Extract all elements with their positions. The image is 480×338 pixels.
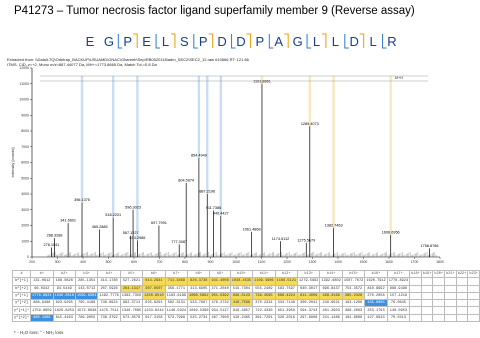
ions-cell: [456, 278, 468, 285]
ions-row: [13, 278, 480, 285]
ions-cell: 368.2063: [342, 307, 364, 314]
ions-cell: 285.1354: [75, 278, 97, 285]
ions-cell: [421, 292, 433, 299]
peak-label: 1606.6956: [381, 230, 400, 235]
x-tick-label: 1100: [257, 260, 266, 264]
ions-cell: 334.7148: [275, 300, 297, 307]
ions-cell: 249.6621: [320, 300, 342, 307]
x-tick-label: 1700: [410, 260, 419, 264]
ions-header-cell: b+: [31, 271, 53, 278]
ions-cell: y^[+1]: [13, 292, 31, 299]
sequence-residue: E: [142, 34, 151, 49]
fragment-break-marker: [118, 34, 122, 48]
ions-cell: [445, 300, 457, 307]
x-tick-label: 400: [80, 260, 86, 264]
ions-header-cell: #: [13, 271, 31, 278]
ions-header-cell: b4+: [98, 271, 120, 278]
sequence-residue: P: [255, 34, 265, 49]
y-tick-label: 10000: [19, 97, 29, 102]
x-tick-label: 800: [182, 260, 188, 264]
x-tick-label: 1500: [359, 260, 368, 264]
sequence-residue: E: [85, 34, 95, 49]
x-tick-label: 1600: [385, 260, 393, 264]
ions-row: [13, 292, 480, 299]
peak-label: 613.2986: [129, 235, 146, 240]
ions-cell: 594.3744: [298, 307, 320, 314]
ions-cell: 188.0826: [53, 278, 75, 285]
precursor-label: M+H: [395, 76, 404, 80]
ions-cell: 1392.6802: [321, 279, 341, 284]
ions-cell: 1279.5962: [299, 279, 319, 284]
ions-header-cell: b21+: [446, 272, 455, 277]
ions-cell: [445, 285, 457, 292]
ions-cell: [433, 300, 445, 307]
sequence-residue: L: [312, 34, 321, 49]
ions-header-cell: b10+: [230, 271, 252, 278]
fragment-break-marker: [194, 34, 198, 48]
ions-cell: 1776.8924: [388, 279, 409, 284]
ions-cell: 326.2016: [275, 314, 297, 321]
y-tick-label: 12000: [19, 66, 29, 71]
ions-header-cell: b3+: [75, 271, 97, 278]
fragment-match-band: [206, 76, 208, 194]
ions-cell: y^[+2]*: [14, 315, 30, 320]
ions-cell: 815.4163: [53, 314, 75, 321]
ions-cell: [410, 292, 422, 299]
ions-cell: [433, 314, 445, 321]
sequence-residue: L: [331, 34, 339, 49]
ions-cell: 583.7597: [275, 285, 297, 292]
peak-label: 697.7991: [151, 221, 167, 225]
ions-cell: [421, 307, 433, 314]
ions-header-cell: b19+: [422, 272, 432, 277]
ions-cell: 1646.8518: [54, 294, 74, 299]
ions-cell: 555.2489: [253, 285, 275, 292]
ions-cell: [468, 300, 480, 307]
ions-cell: 888.9498: [31, 300, 53, 307]
ions-cell: 307.6507: [143, 285, 165, 292]
ions-cell: b^[+2]: [13, 285, 31, 292]
y-tick-label: 11000: [19, 81, 29, 86]
ions-cell: [468, 285, 480, 292]
ions-cell: 795.4188: [75, 300, 97, 307]
fragment-match-band: [198, 76, 200, 158]
ions-cell: 1250.6510: [144, 294, 164, 299]
ions-cell: 519.7304: [230, 285, 252, 292]
ions-row: [13, 300, 480, 307]
ions-cell: 617.3158: [143, 314, 165, 321]
ions-cell: 1109.4906: [254, 279, 274, 284]
y-axis-label: Intensity [counts]: [10, 147, 15, 178]
fragment-break-marker: [232, 34, 236, 48]
y-tick-label: 8000: [21, 129, 29, 134]
ions-cell: 582.3131: [165, 300, 187, 307]
x-tick-label: 1000: [232, 260, 240, 264]
ions-cell: 143.0713: [75, 285, 97, 292]
ions-cell: [456, 292, 468, 299]
ions-cell: 127.0933: [365, 314, 387, 321]
ions-cell: 614.2941: [143, 278, 165, 285]
ions-cell: [456, 307, 468, 314]
ions-cell: 1146.5924: [166, 308, 187, 313]
ions-cell: [468, 314, 480, 321]
ions-cell: b^[+1]: [13, 278, 31, 285]
ions-cell: 1507.7072: [343, 279, 364, 284]
ions-cell: [456, 285, 468, 292]
x-tick-label: 1400: [334, 260, 342, 264]
ions-cell: [421, 300, 433, 307]
peak-label: 1382.7463: [324, 223, 343, 228]
ions-cell: 481.2903: [320, 307, 342, 314]
ions-row: [13, 285, 480, 292]
peak-label: 276.1541: [43, 243, 60, 248]
ions-header-cell: b6+: [143, 271, 165, 278]
sequence-residue: D: [349, 34, 359, 49]
y-tick-label: 7000: [21, 144, 29, 149]
x-tick-label: 500: [105, 260, 112, 264]
fragment-break-marker: [322, 34, 326, 48]
peak-label: 887.2196: [199, 189, 216, 194]
ions-cell: 819.4857: [230, 307, 252, 314]
sequence-annotation: [0, 30, 450, 52]
fragment-match-band: [81, 76, 83, 203]
ions-cell: 810.8992: [365, 285, 387, 292]
ions-header-cell: b5+: [120, 271, 142, 278]
ions-cell: 746.8924: [98, 300, 120, 307]
peak-label: 518.2201: [105, 213, 122, 218]
fragment-match-band: [390, 76, 392, 235]
y-tick-label: 3000: [21, 207, 29, 212]
sequence-residue: G: [103, 34, 114, 49]
peak-label: 911.7386: [205, 206, 222, 211]
ions-cell: 823.9295: [53, 300, 75, 307]
ions-cell: 241.1488: [320, 314, 342, 321]
x-tick-label: 300: [54, 260, 61, 264]
ions-cell: 70.5513: [387, 314, 409, 321]
ions-cell: 1066.5662: [189, 294, 209, 299]
ions-header-cell: b14+: [320, 271, 342, 278]
ions-cell: 739.4595: [253, 292, 275, 299]
ions-cell: 880.4366: [31, 314, 53, 321]
fragment-break-marker: [360, 34, 364, 48]
ions-header-cell: b20+: [434, 272, 444, 277]
sequence-residue: R: [387, 34, 397, 49]
peak-label: 804.5974: [178, 178, 195, 183]
ions-cell: 207.5926: [98, 285, 120, 292]
peak-label: 854.4949: [190, 153, 207, 158]
sequence-residue: A: [274, 34, 284, 49]
ions-cell: 1492.7776: [99, 294, 119, 299]
peak-label: 465.2885: [91, 224, 108, 229]
fragment-match-band: [112, 76, 114, 218]
ions-cell: 941.4008: [211, 279, 229, 284]
ions-cell: 951.5392: [211, 294, 229, 299]
ions-cell: 471.2040: [211, 286, 229, 291]
ions-cell: [433, 307, 445, 314]
ions-cell: 722.4330: [253, 307, 275, 314]
ions-cell: 264.1347: [120, 285, 142, 292]
ions-cell: 157.1218: [387, 292, 409, 299]
ions-cell: 826.3738: [188, 278, 210, 285]
ions-cell: 270.2058: [365, 292, 387, 299]
ions-header-cell: b9+: [210, 271, 230, 278]
ions-header-cell: b16+: [365, 271, 387, 278]
ions-cell: 467.7600: [211, 315, 229, 320]
ions-cell: 131.0612: [31, 278, 53, 285]
fragment-break-marker: [345, 34, 349, 48]
ions-cell: 1049.5396: [189, 308, 209, 313]
ions-header-cell: b18+: [411, 272, 420, 277]
ions-cell: [410, 285, 422, 292]
ions-cell: 573.7998: [165, 314, 187, 321]
y-tick-label: 0: [27, 255, 29, 260]
ions-cell: 888.9498: [387, 285, 409, 292]
ions-cell: 1475.7511: [99, 308, 119, 313]
peak-label: 288.3288: [46, 233, 63, 238]
ions-cell: 410.2465: [230, 314, 252, 321]
y-tick-label: 4000: [21, 192, 29, 197]
ions-cell: 193.1200: [342, 300, 364, 307]
ions-header-cell: b17+: [387, 271, 409, 278]
sequence-residue: L: [369, 34, 377, 49]
ions-cell: [410, 278, 422, 285]
footnote: * - H₂O loss; ° - NH₃ loss: [14, 330, 64, 335]
ions-cell: 385.2328: [342, 292, 364, 299]
ions-cell: 1572.8038: [76, 308, 97, 313]
fragment-break-marker: [383, 34, 387, 48]
peak-label: 1061.4868: [242, 227, 261, 232]
ions-cell: 418.7598: [230, 300, 252, 307]
ions-cell: [445, 292, 457, 299]
ions-row: [13, 307, 480, 314]
ions-header-row: [13, 271, 480, 278]
x-tick-label: 1300: [308, 260, 317, 264]
ions-cell: 356.1771: [165, 285, 187, 292]
ions-cell: 1629.8253: [54, 308, 74, 313]
sequence-residue: D: [236, 34, 246, 49]
fragment-break-marker: [209, 34, 213, 48]
ions-header-cell: b13+: [298, 271, 320, 278]
ions-cell: 361.7201: [253, 314, 275, 321]
ions-cell: 711.3469: [165, 278, 187, 285]
fragment-ions-table: [12, 270, 480, 322]
ions-cell: 498.3169: [320, 292, 342, 299]
x-tick-label: 600: [131, 260, 137, 264]
ions-cell: [456, 300, 468, 307]
ions-cell: 668.4224: [275, 292, 297, 299]
ions-header-cell: b8+: [188, 271, 210, 278]
sequence-residue: L: [161, 34, 170, 49]
ions-cell: 1589.8304: [76, 294, 97, 299]
ions-cell: 640.3017: [298, 285, 320, 292]
ions-cell: 140.0953: [387, 307, 409, 314]
ions-cell: 934.5127: [211, 308, 229, 313]
ions-cell: 1363.7350: [121, 294, 142, 299]
ions-cell: 611.4009: [298, 292, 320, 299]
ions-header-cell: b23+: [469, 272, 478, 277]
ions-cell: [433, 292, 445, 299]
ions-cell: 135.6065: [365, 300, 387, 307]
ions-cell: [421, 278, 433, 285]
ions-cell: [421, 314, 433, 321]
ions-cell: 184.6068: [342, 314, 364, 321]
ions-cell: 786.9055: [75, 314, 97, 321]
ions-cell: 754.3572: [342, 285, 364, 292]
peak-label: 940.4427: [212, 211, 229, 216]
ions-cell: [445, 314, 457, 321]
peak-label: 1174.5112: [271, 236, 290, 241]
ions-cell: 1776.8924: [32, 294, 52, 299]
ions-cell: [456, 314, 468, 321]
fragment-break-marker: [171, 34, 175, 48]
sequence-residue: S: [180, 34, 189, 49]
ions-cell: y^[+1]*: [14, 308, 30, 313]
peak-label: 587.1227: [122, 231, 139, 236]
fragment-match-band: [220, 76, 222, 216]
ions-cell: 651.3959: [275, 307, 297, 314]
fragment-break-marker: [133, 34, 137, 48]
ions-header-cell: b15+: [342, 271, 364, 278]
sequence-residue: P: [198, 34, 208, 49]
peak-label: 1275.5679: [297, 238, 316, 243]
sequence-residue: P: [123, 34, 133, 49]
ions-cell: 414.1780: [98, 278, 120, 285]
fragment-break-marker: [284, 34, 288, 48]
peak-label: 1758.8786: [420, 243, 439, 248]
x-tick-label: 1800: [436, 260, 444, 264]
ions-row: [13, 314, 480, 321]
ions-cell: [433, 285, 445, 292]
ions-cell: 527.2621: [120, 278, 142, 285]
fragment-match-band: [332, 76, 334, 228]
ions-cell: 1166.5121: [276, 279, 297, 284]
x-tick-label: 900: [207, 260, 214, 264]
fragment-break-marker: [156, 34, 160, 48]
ions-cell: 253.1793: [365, 307, 387, 314]
fragment-break-marker: [246, 34, 250, 48]
ions-cell: 836.5123: [230, 292, 252, 299]
ions-cell: 66.0342: [31, 285, 53, 292]
peak-label: 1101.8861: [253, 79, 271, 84]
sequence-residue: D: [217, 34, 227, 49]
ions-cell: 673.8579: [120, 314, 142, 321]
ions-cell: [445, 307, 457, 314]
peak-label: 596.3023: [125, 205, 141, 210]
ions-cell: 1620.7912: [366, 279, 386, 284]
ions-cell: 94.5449: [53, 285, 75, 292]
scan-info-line-1: Extracted from: \\Data\LTQ\Orbitrap_BACKUP\USUAMD\GNAC\Ghareeb\Sep\RB0520118\adm_SEC2\SEC2_12.raw #10666 RT: 121.66: [7, 57, 249, 62]
fragment-break-marker: [307, 34, 311, 48]
ions-cell: 1759.8659: [32, 308, 52, 313]
ions-cell: 1233.6244: [144, 308, 164, 313]
ions-cell: [468, 292, 480, 299]
y-tick-label: 5000: [21, 176, 29, 181]
x-tick-label: 1200: [283, 260, 291, 264]
x-tick-label: 200: [29, 260, 35, 264]
ions-cell: 370.2334: [253, 300, 275, 307]
ions-cell: 1163.6189: [166, 294, 187, 299]
peak-label: 341.6601: [60, 218, 77, 223]
ions-header-cell: b7+: [165, 271, 187, 278]
ions-header-cell: b22+: [457, 272, 467, 277]
ions-cell: [445, 278, 457, 285]
ions-cell: [468, 307, 480, 314]
scan-info-line-2: ITMS, CID, z=+2, Mono m/z=887.44077 Da, MH+=1773.8665 Da, Match Tol.=0.8 Da: [7, 62, 157, 67]
y-tick-label: 2000: [21, 223, 29, 228]
ions-header-cell: b2+: [53, 271, 75, 278]
peak-label: 777.3087: [171, 239, 188, 244]
ions-cell: 1346.7085: [121, 308, 142, 313]
ions-cell: [421, 285, 433, 292]
y-tick-label: 9000: [21, 113, 29, 118]
y-tick-label: 1000: [21, 239, 29, 244]
ms-spectrum-chart: [0, 62, 450, 267]
peak-label: 1289.4073: [300, 121, 319, 126]
ions-header-cell: b11+: [253, 271, 275, 278]
ions-cell: 79.0645: [387, 300, 409, 307]
page-title: P41273 – Tumor necrosis factor ligand superfamily member 9 (Reverse assay): [14, 5, 415, 17]
y-tick-label: 6000: [21, 160, 29, 165]
ions-cell: 738.3792: [98, 314, 120, 321]
fragment-match-band: [136, 76, 138, 240]
fragment-break-marker: [269, 34, 273, 48]
ions-cell: 306.2041: [298, 300, 320, 307]
sequence-residue: G: [292, 34, 303, 49]
ions-cell: [410, 314, 422, 321]
ions-cell: [433, 278, 445, 285]
ions-cell: [410, 307, 422, 314]
ions-cell: 533.7867: [188, 300, 210, 307]
fragment-match-band: [309, 76, 311, 126]
ions-cell: 682.3711: [120, 300, 142, 307]
ions-header-cell: b12+: [275, 271, 297, 278]
ions-cell: 297.6908: [298, 314, 320, 321]
ions-cell: [410, 300, 422, 307]
ions-cell: 1038.4535: [231, 279, 252, 284]
ions-cell: [468, 278, 480, 285]
x-tick-label: 700: [156, 260, 163, 264]
ions-cell: 413.6905: [188, 285, 210, 292]
peak-label: 396.1375: [74, 198, 90, 203]
ions-cell: y^[+2]: [13, 300, 31, 307]
ions-cell: 625.8291: [143, 300, 165, 307]
ions-cell: 696.8437: [320, 285, 342, 292]
ions-cell: 476.2732: [211, 301, 229, 306]
ions-cell: 525.2734: [188, 314, 210, 321]
